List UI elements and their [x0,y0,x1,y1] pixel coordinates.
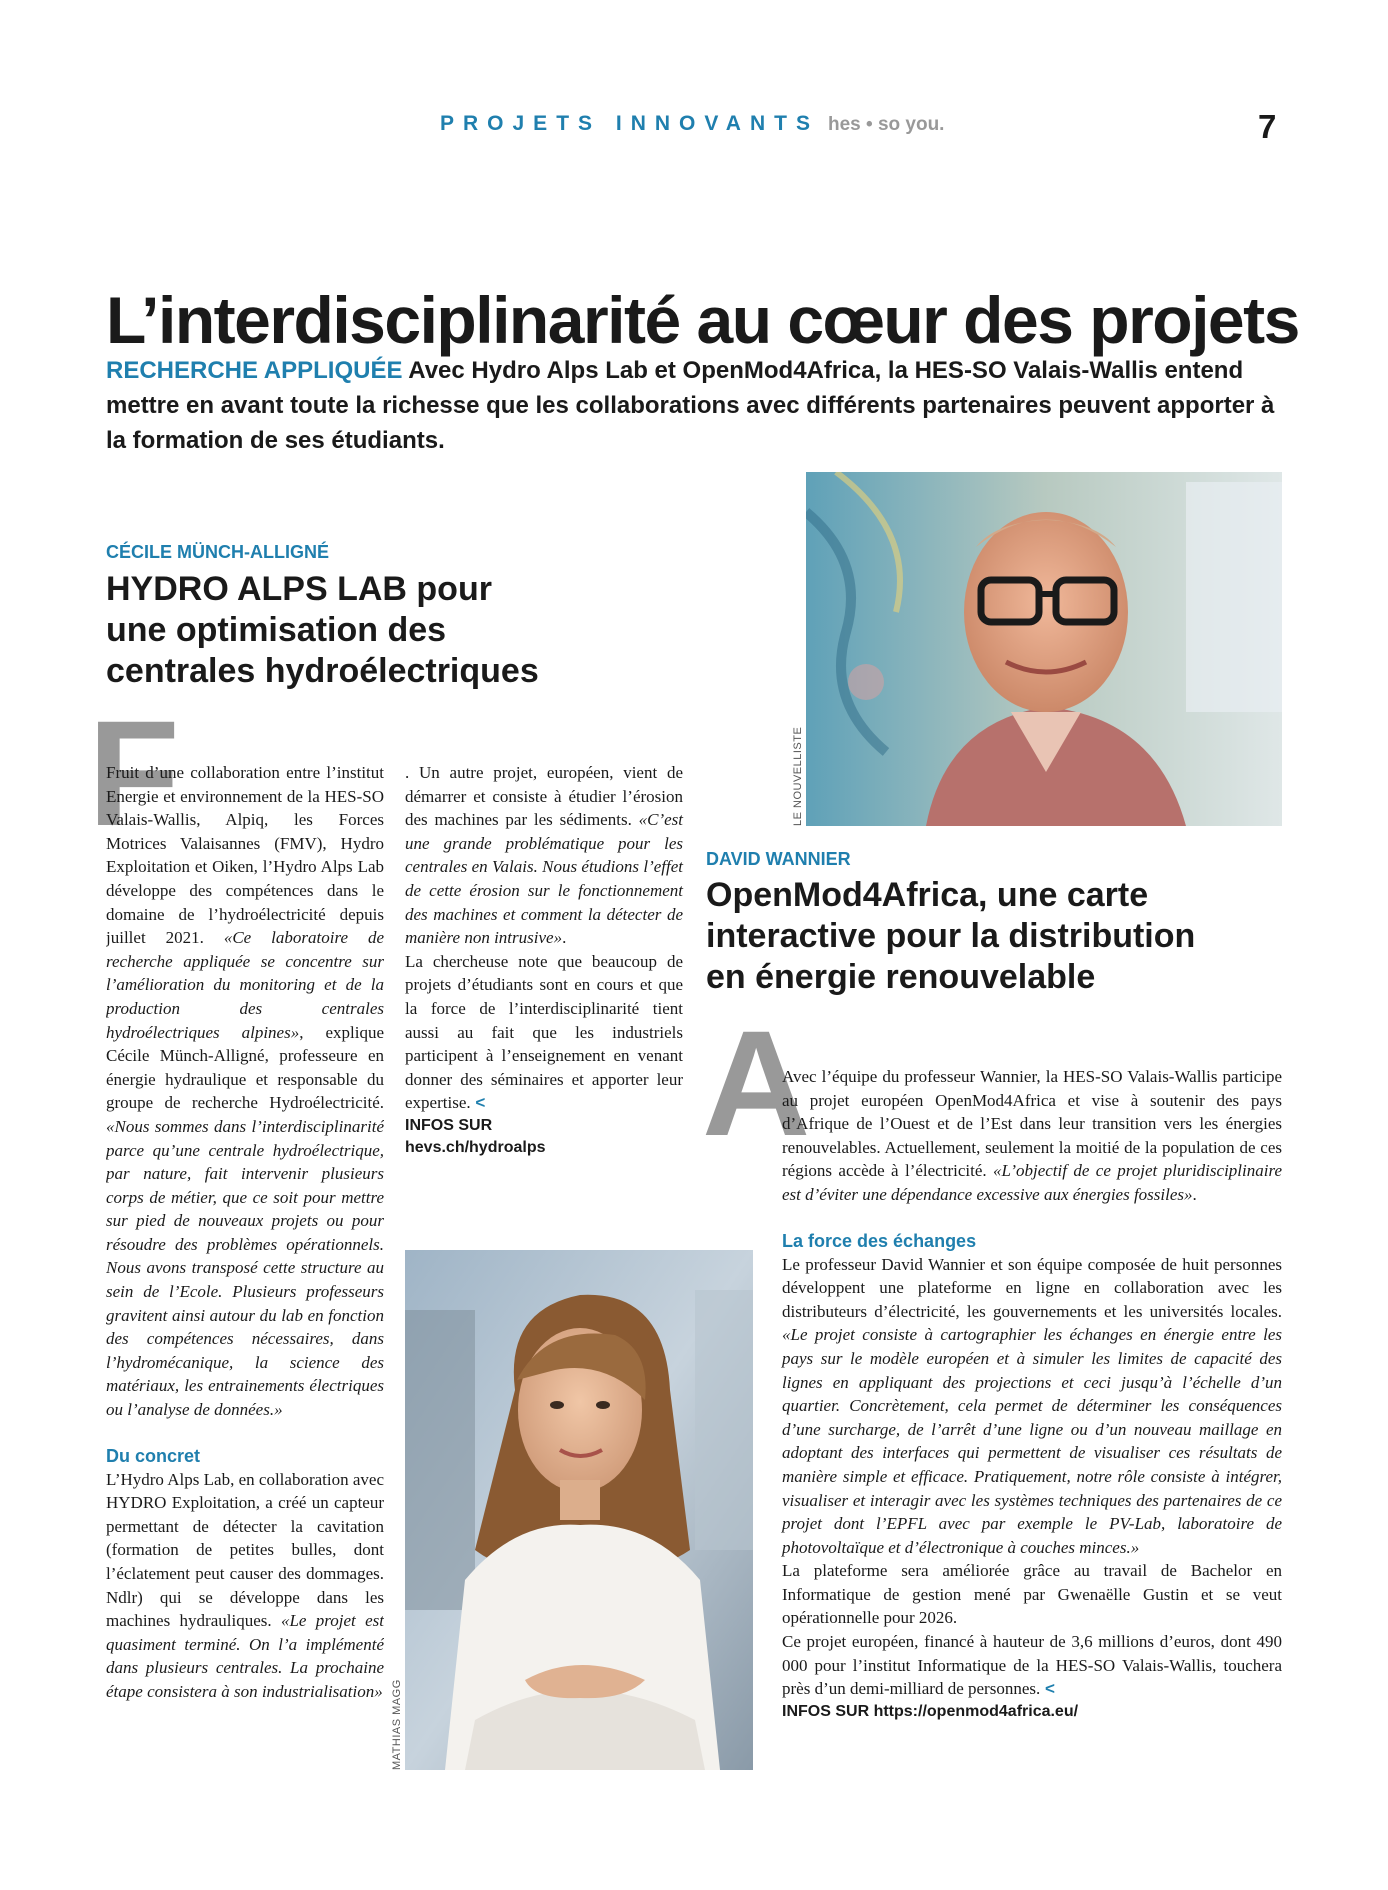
lead-text: Avec Hydro Alps Lab et OpenMod4Africa, la HES-SO Valais-Wallis entend mettre en avant toute la richesse que les collaborations avec différents partenaires peuvent apporter à la formation de ses étudiants. [106,357,1275,454]
openmod-info-label: INFOS SUR [782,1702,870,1720]
hydro-column-1 [106,761,384,1771]
openmod-column [782,1065,1282,1723]
hydro-paragraph-2-cont: . Un autre projet, européen, vient de démarrer et consiste à étudier l’érosion des machines par les sédiments. «C’est une grande problématique pour les centrales en Valais. Nous étudions l’effet de cette érosion sur le fonctionnement des machines et comment la détecter de manière non intrusive». [405,763,683,948]
hydro-author-name: CÉCILE MÜNCH-ALLIGNÉ [106,542,329,562]
openmod-headline [706,875,1306,998]
photo-david-wannier [806,472,1282,826]
article-lead [106,353,1296,458]
openmod-paragraph-2: Le professeur David Wannier et son équipe composée de huit personnes développent une plateforme en ligne en collaboration avec les distributeurs d’électricité, les gouvernements et les universités locales. «Le projet consiste à cartographier les échanges en énergie entre les pays sur le modèle européen et à simuler les limites de capacité des lignes en appliquant des projections et ceci jusqu’à l’échelle d’un quartier. Concrètement, cela permet de déterminer les conséquences d’une surcharge, de l’arrêt d’une ligne ou d’un nouveau maillage en adoptant des interfaces qui permettent de visualiser ces résultats de manière simple et efficace. Pratiquement, notre rôle consiste à intégrer, visualiser et interagir avec les systèmes techniques des partenaires de ce projet dont l’EPFL avec par exemple le PV-Lab, laboratoire de photovoltaïque et d’électronique à couches minces.» [782,1254,1282,1557]
openmod-dropcap: A [702,999,811,1167]
end-mark-icon: < [470,1093,486,1113]
hydro-headline-line: centrales hydroélectriques [106,652,539,690]
openmod-paragraph-4: Ce projet européen, financé à hauteur de 3,6 millions d’euros, dont 490 000 pour l’institut Informatique de la HES-SO Valais-Wallis, touchera près d’un demi-milliard de personnes. < [782,1632,1282,1699]
hydro-info-label: INFOS SUR [405,1116,493,1134]
photo-cecile-munch-alligne [405,1250,753,1770]
end-mark-icon: < [1040,1679,1055,1699]
page-number: 7 [1258,108,1277,145]
photo-credit-le-nouvelliste: LE NOUVELLISTE [792,726,804,826]
hydro-subhead: Du concret [106,1445,201,1466]
section-rubric: PROJETS INNOVANTS [440,112,819,135]
openmod-headline-line: interactive pour la distribution [706,917,1196,955]
openmod-author-name: DAVID WANNIER [706,849,851,869]
openmod-info-link[interactable]: https://openmod4africa.eu/ [873,1702,1079,1720]
openmod-headline-line: en énergie renouvelable [706,958,1096,996]
hydro-headline-line: une optimisation des [106,611,447,649]
hydro-paragraph-1: Fruit d’une collaboration entre l’institut Energie et environnement de la HES-SO Valais-Wallis, Alpiq, les Forces Motrices Valaisannes (FMV), Hydro Exploitation et Oiken, l’Hydro Alps Lab développe des compétences dans le domaine de l’hydroélectricité depuis juillet 2021. «Ce laboratoire de recherche appliquée se concentre sur l’amélioration du monitoring et de la production des centrales hydroélectriques alpines», explique Cécile Münch-Alligné, professeure en énergie hydraulique et responsable du groupe de recherche Hydroélectricité. «Nous sommes dans l’interdisciplinarité parce qu’une centrale hydroélectrique, par nature, fait intervenir plusieurs corps de métier, que ce soit pour mettre sur pied de nouveaux projets ou pour résoudre des problèmes opérationnels. Nous avons transposé cette structure au sein de l’Ecole. Plusieurs professeurs gravitent ainsi autour du lab en fonction des compétences nécessaires, dans l’hydromécanique, la science des matériaux, les entrainements électriques ou l’analyse de données.» [106,763,384,1420]
brand-logo-text: hes • so you. [828,114,945,135]
openmod-subhead: La force des échanges [782,1230,977,1251]
openmod-headline-line: OpenMod4Africa, une carte [706,876,1149,914]
hydro-column-2 [405,761,683,1159]
hydro-dropcap: F [88,689,180,857]
hydro-headline [106,569,706,692]
article-title: L’interdisciplinarité au cœur des projets [106,283,1299,357]
lead-kicker: RECHERCHE APPLIQUÉE [106,357,403,384]
hydro-info-link[interactable]: hevs.ch/hydroalps [405,1138,546,1156]
openmod-info [782,1701,1282,1723]
hydro-headline-line: HYDRO ALPS LAB pour [106,570,492,608]
photo-credit-mathias-magg: MATHIAS MAGG [391,1679,403,1770]
openmod-paragraph-1: Avec l’équipe du professeur Wannier, la HES-SO Valais-Wallis participe au projet européen OpenMod4Africa et vise à soutenir des pays d’Afrique de l’Ouest et de l’Est dans leur transition vers les énergies renouvelables. Actuellement, seulement la moitié de la population de ces régions accède à l’électricité. «L’objectif de ce projet pluridisciplinaire est d’éviter une dépendance excessive aux énergies fossiles». [782,1067,1282,1204]
hydro-paragraph-3: La chercheuse note que beaucoup de projets d’étudiants sont en cours et que la force de l’interdisciplinarité tient aussi au fait que les industriels participent à l’enseignement en venant donner des séminaires et apporter leur expertise. < [405,951,683,1113]
openmod-paragraph-3: La plateforme sera améliorée grâce au travail de Bachelor en Informatique de gestion mené par Gwenaëlle Gustin et se veut opérationnelle pour 2026. [782,1561,1282,1628]
hydro-paragraph-2: L’Hydro Alps Lab, en collaboration avec HYDRO Exploitation, a créé un capteur permettant de détecter la cavitation (formation de petites bulles, dont l’éclatement peut causer des dommages. Ndlr) qui se développe dans les machines hydrauliques. «Le projet est quasiment terminé. On l’a implémenté dans plusieurs centrales. La prochaine étape consistera à son industrialisation» [106,1469,384,1701]
